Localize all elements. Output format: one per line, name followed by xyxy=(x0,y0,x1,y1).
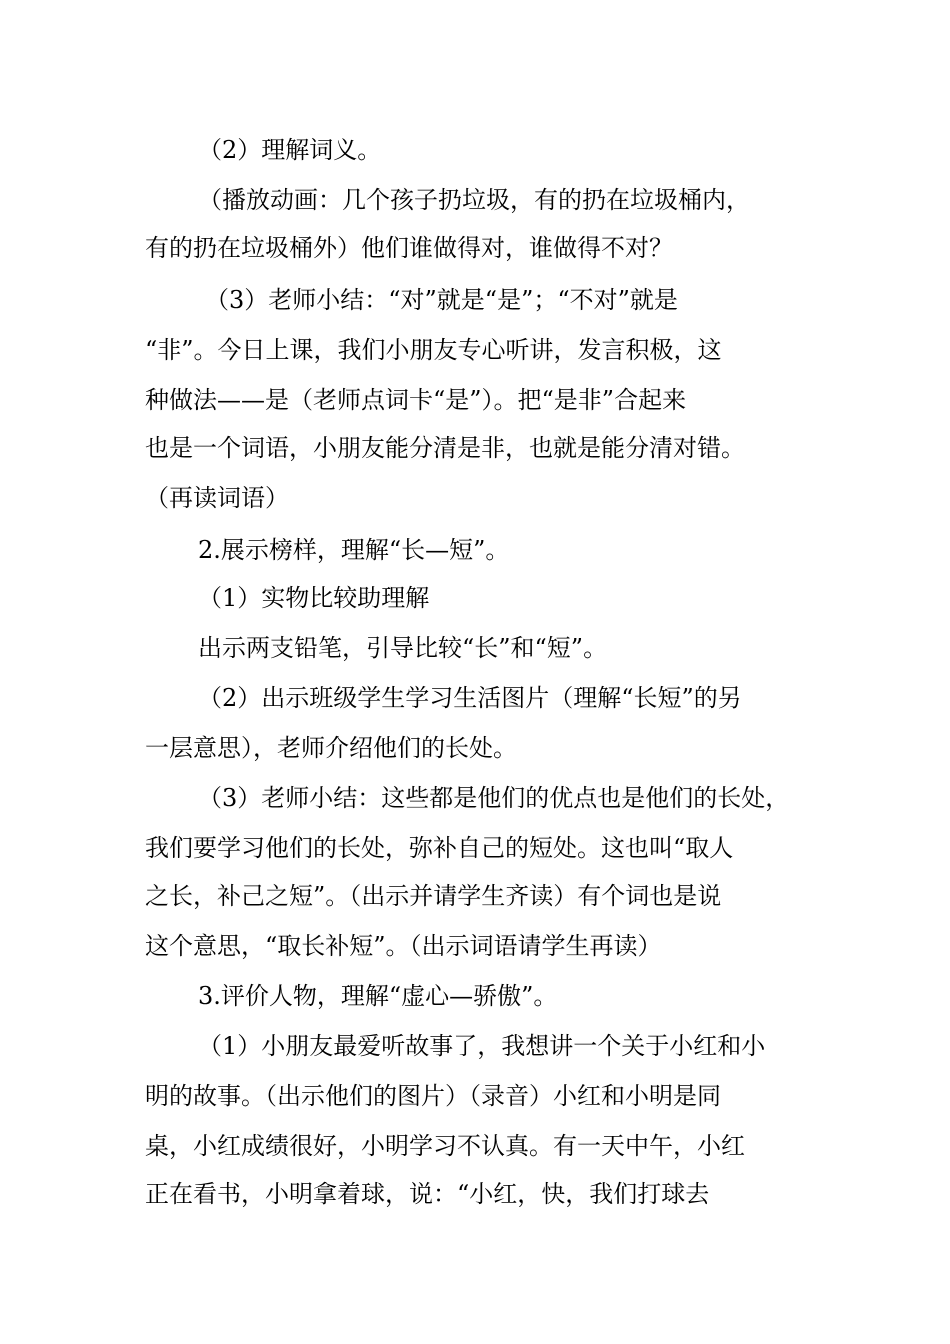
line-text: 之长，补己之短”。（出示并请学生齐读）有个词也是说 xyxy=(145,882,722,910)
paragraph-line xyxy=(0,678,950,718)
line-text: 明的故事。（出示他们的图片）（录音）小红和小明是同 xyxy=(145,1082,721,1110)
paragraph-line xyxy=(0,330,950,370)
line-text: （1）实物比较助理解 xyxy=(198,584,430,612)
line-text: 有的扔在垃圾桶外）他们谁做得对，谁做得不对？ xyxy=(145,234,673,262)
line-text: （1）小朋友最爱听故事了，我想讲一个关于小红和小 xyxy=(198,1032,766,1060)
paragraph-line xyxy=(0,828,950,868)
paragraph-line xyxy=(0,926,950,966)
line-text: 正在看书，小明拿着球，说：“小红，快，我们打球去 xyxy=(145,1180,710,1208)
paragraph-line xyxy=(0,578,950,618)
paragraph-line xyxy=(0,180,950,220)
paragraph-line xyxy=(0,1076,950,1116)
paragraph-line xyxy=(0,1126,950,1166)
paragraph-line xyxy=(0,478,950,518)
line-text: 也是一个词语，小朋友能分清是非，也就是能分清对错。 xyxy=(145,434,745,462)
paragraph-line xyxy=(0,778,950,818)
line-text: 出示两支铅笔，引导比较“长”和“短”。 xyxy=(198,634,608,662)
line-text: 一层意思），老师介绍他们的长处。 xyxy=(145,734,517,762)
paragraph-line xyxy=(0,530,950,570)
paragraph-line xyxy=(0,380,950,420)
paragraph-line xyxy=(0,130,950,170)
line-text: 3.评价人物，理解“虚心—骄傲”。 xyxy=(198,982,558,1010)
line-text: 这个意思，“取长补短”。（出示词语请学生再读） xyxy=(145,932,662,960)
paragraph-line xyxy=(0,228,950,268)
paragraph-line xyxy=(0,428,950,468)
line-text: （播放动画：几个孩子扔垃圾，有的扔在垃圾桶内， xyxy=(198,186,750,214)
paragraph-line xyxy=(0,876,950,916)
line-text: （3）老师小结：“对”就是“是”；“不对”就是 xyxy=(205,286,678,314)
paragraph-line xyxy=(0,1174,950,1214)
line-text: （3）老师小结：这些都是他们的优点也是他们的长处， xyxy=(198,784,790,812)
line-text: “非”。今日上课，我们小朋友专心听讲，发言积极，这 xyxy=(145,336,722,364)
line-text: （2）出示班级学生学习生活图片（理解“长短”的另 xyxy=(198,684,742,712)
paragraph-line xyxy=(0,728,950,768)
line-text: 我们要学习他们的长处，弥补自己的短处。这也叫“取人 xyxy=(145,834,734,862)
line-text: （再读词语） xyxy=(145,484,289,512)
paragraph-line xyxy=(0,280,950,320)
line-text: 种做法——是（老师点词卡“是”）。把“是非”合起来 xyxy=(145,386,687,414)
line-text: 桌，小红成绩很好，小明学习不认真。有一天中午，小红 xyxy=(145,1132,745,1160)
line-text: 2.展示榜样，理解“长—短”。 xyxy=(198,536,510,564)
paragraph-line xyxy=(0,628,950,668)
paragraph-line xyxy=(0,1026,950,1066)
line-text: （2）理解词义。 xyxy=(198,136,382,164)
paragraph-line xyxy=(0,976,950,1016)
